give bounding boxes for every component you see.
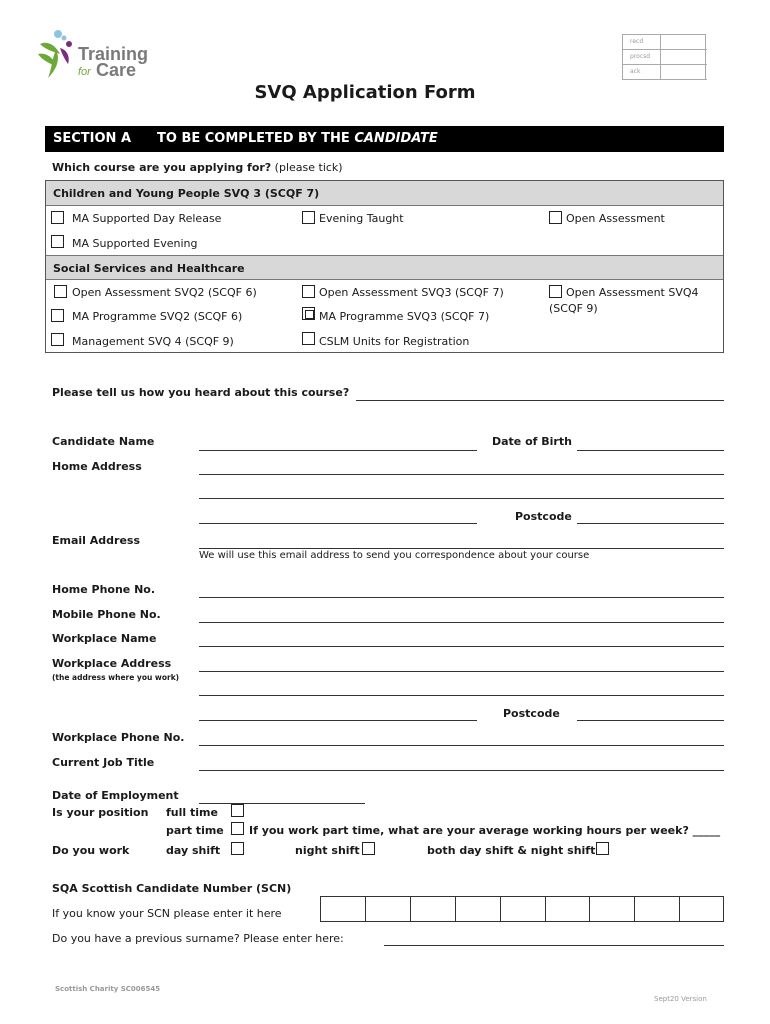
- workplace-address-label: Workplace Address: [52, 657, 172, 670]
- job-title-input[interactable]: [199, 770, 724, 771]
- email-note: We will use this email address to send you correspondence about your course: [199, 550, 590, 561]
- option-management-svq4: Management SVQ 4 (SCQF 9): [72, 335, 234, 348]
- scn-input-grid[interactable]: [320, 896, 724, 922]
- heard-about-label: Please tell us how you heard about this course?: [52, 386, 350, 399]
- workplace-postcode-label: Postcode: [503, 707, 560, 720]
- night-shift-label: night shift: [295, 844, 360, 857]
- section-header: [45, 126, 724, 152]
- workplace-address-input-1[interactable]: [199, 671, 724, 672]
- checkbox-cslm-units[interactable]: [302, 332, 315, 345]
- group1-header: [46, 181, 723, 206]
- option-cslm-units: CSLM Units for Registration: [319, 335, 470, 348]
- part-time-hours-question: If you work part time, what are your average working hours per week? _____: [249, 824, 721, 837]
- checkbox-management-svq4[interactable]: [51, 333, 64, 346]
- office-recd-label: recd: [630, 38, 644, 45]
- workplace-postcode-input[interactable]: [577, 720, 724, 721]
- workplace-phone-label: Workplace Phone No.: [52, 731, 185, 744]
- workplace-address-input-3[interactable]: [199, 720, 477, 721]
- checkbox-part-time[interactable]: [231, 822, 244, 835]
- checkbox-open-assessment[interactable]: [549, 211, 562, 224]
- previous-surname-prompt: Do you have a previous surname? Please enter here:: [52, 932, 344, 945]
- checkbox-oa-svq2[interactable]: [54, 285, 67, 298]
- logo: [34, 28, 154, 83]
- shift-label: Do you work: [52, 844, 130, 857]
- section-heading: [157, 131, 438, 146]
- course-question-text: Which course are you applying for?: [52, 161, 272, 174]
- option-ma-supported-evening: MA Supported Evening: [72, 237, 198, 250]
- logo-text-for: for: [78, 66, 91, 78]
- both-shift-label: both day shift & night shift: [427, 844, 596, 857]
- option-oa-svq4-level: (SCQF 9): [549, 302, 598, 315]
- scn-heading: SQA Scottish Candidate Number (SCN): [52, 882, 292, 895]
- course-question-hint: (please tick): [271, 161, 343, 174]
- option-oa-svq2: Open Assessment SVQ2 (SCQF 6): [72, 286, 257, 299]
- postcode-input[interactable]: [577, 523, 724, 524]
- home-address-input-1[interactable]: [199, 474, 724, 475]
- full-time-label: full time: [166, 806, 218, 819]
- candidate-name-input[interactable]: [199, 450, 477, 451]
- checkbox-both-shift[interactable]: [596, 842, 609, 855]
- home-address-input-3[interactable]: [199, 523, 477, 524]
- logo-mark-icon: [34, 28, 79, 80]
- group2-heading: Social Services and Healthcare: [53, 262, 245, 275]
- option-open-assessment: Open Assessment: [566, 212, 665, 225]
- checkbox-ma-svq2[interactable]: [51, 309, 64, 322]
- group2-header: [46, 255, 723, 280]
- heard-about-input[interactable]: [356, 400, 724, 401]
- checkbox-ma-supported-day-release[interactable]: [51, 211, 64, 224]
- section-heading-text: TO BE COMPLETED BY THE: [157, 131, 355, 146]
- checkbox-night-shift[interactable]: [362, 842, 375, 855]
- workplace-address-input-2[interactable]: [199, 695, 724, 696]
- checkbox-evening-taught[interactable]: [302, 211, 315, 224]
- page-title: SVQ Application Form: [254, 82, 476, 103]
- part-time-label: part time: [166, 824, 224, 837]
- mobile-phone-label: Mobile Phone No.: [52, 608, 161, 621]
- workplace-address-note: (the address where you work): [52, 673, 180, 682]
- date-of-employment-input[interactable]: [199, 803, 365, 804]
- home-phone-label: Home Phone No.: [52, 583, 156, 596]
- date-of-employment-label: Date of Employment: [52, 789, 179, 802]
- dob-input[interactable]: [577, 450, 724, 451]
- logo-text-training: Training: [78, 44, 149, 64]
- email-input[interactable]: [199, 548, 724, 549]
- option-ma-svq3: MA Programme SVQ3 (SCQF 7): [319, 310, 490, 323]
- option-evening-taught: Evening Taught: [319, 212, 404, 225]
- home-address-input-2[interactable]: [199, 498, 724, 499]
- checkbox-oa-svq3[interactable]: [302, 285, 315, 298]
- checkbox-full-time[interactable]: [231, 804, 244, 817]
- option-oa-svq4: Open Assessment SVQ4: [566, 286, 699, 299]
- home-phone-input[interactable]: [199, 597, 724, 598]
- day-shift-label: day shift: [166, 844, 221, 857]
- checkbox-ma-svq3[interactable]: [302, 307, 315, 320]
- checkbox-oa-svq4[interactable]: [549, 285, 562, 298]
- previous-surname-input[interactable]: [384, 945, 724, 946]
- workplace-name-label: Workplace Name: [52, 632, 157, 645]
- workplace-name-input[interactable]: [199, 646, 724, 647]
- scn-prompt: If you know your SCN please enter it here: [52, 907, 282, 920]
- checkbox-ma-supported-evening[interactable]: [51, 235, 64, 248]
- office-ack-label: ack: [630, 68, 641, 75]
- checkbox-day-shift[interactable]: [231, 842, 244, 855]
- email-label: Email Address: [52, 534, 141, 547]
- mobile-phone-input[interactable]: [199, 622, 724, 623]
- position-label: Is your position: [52, 806, 149, 819]
- course-table: [45, 180, 724, 353]
- job-title-label: Current Job Title: [52, 756, 155, 769]
- workplace-phone-input[interactable]: [199, 745, 724, 746]
- course-question: [52, 161, 343, 174]
- postcode-label: Postcode: [515, 510, 572, 523]
- option-ma-supported-day-release: MA Supported Day Release: [72, 212, 222, 225]
- candidate-name-label: Candidate Name: [52, 435, 155, 448]
- charity-number: Scottish Charity SC006545: [55, 985, 161, 993]
- logo-text-care: Care: [96, 60, 137, 80]
- office-use-box: [622, 34, 706, 80]
- section-label: SECTION A: [53, 131, 132, 146]
- office-procsd-label: procsd: [630, 53, 651, 60]
- option-oa-svq3: Open Assessment SVQ3 (SCQF 7): [319, 286, 504, 299]
- option-ma-svq2: MA Programme SVQ2 (SCQF 6): [72, 310, 243, 323]
- dob-label: Date of Birth: [492, 435, 572, 448]
- section-heading-emphasis: CANDIDATE: [354, 131, 438, 146]
- group1-heading: Children and Young People SVQ 3 (SCQF 7): [53, 187, 320, 200]
- version-label: Sept20 Version: [654, 995, 707, 1003]
- home-address-label: Home Address: [52, 460, 142, 473]
